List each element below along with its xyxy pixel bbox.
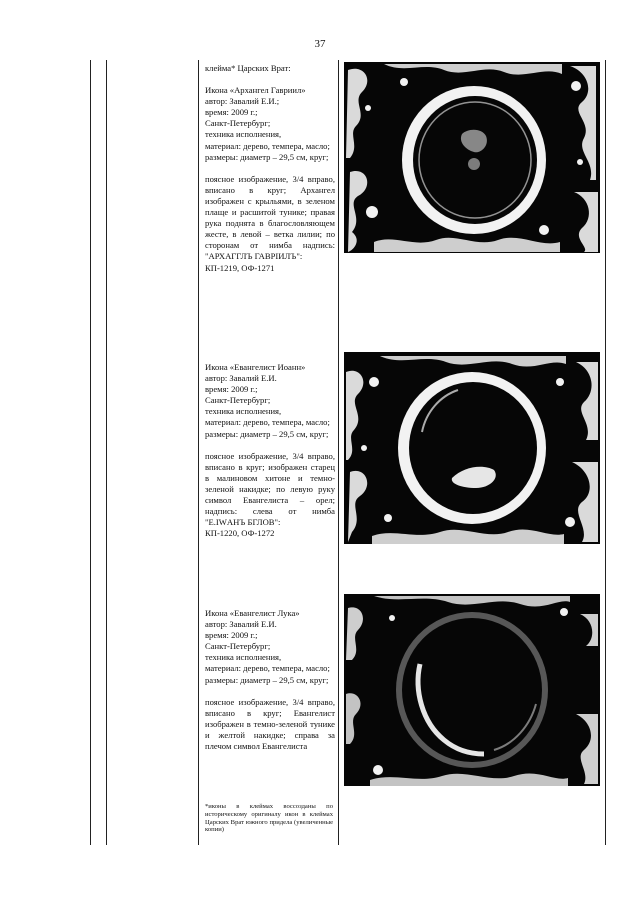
entry-title: Икона «Евангелист Иоанн» (205, 362, 306, 372)
continued-heading: клейма* Царских Врат: (205, 63, 291, 73)
table-rule-right (605, 60, 606, 845)
entry-place: Санкт-Петербург; (205, 118, 271, 129)
entry-material: материал: дерево, темпера, масло; (205, 140, 330, 151)
carved-frame-image (344, 352, 600, 544)
entry-size: размеры: диаметр – 29,5 см, круг; (205, 151, 329, 162)
entry-size: размеры: диаметр – 29,5 см, круг; (205, 674, 329, 685)
icon-photo-gabriel (344, 62, 600, 253)
entry-description: поясное изображение, 3/4 вправо, вписано в круг; изображен старец в малиновом хитоне и темно-зеленой накидке; по левую руку символ Евангелиста – орел; надпись: слева от нимба "Е.IWАНЪ БГЛОВ": (205, 450, 335, 528)
entry-material: материал: дерево, темпера, масло; (205, 663, 330, 674)
entry-technique: техника исполнения, (205, 652, 282, 663)
entry-archangel-gabriel (205, 63, 335, 274)
entry-evangelist-luke (205, 608, 335, 752)
entry-title: Икона «Евангелист Лука» (205, 608, 300, 618)
table-rule-4 (338, 60, 339, 845)
entry-time: время: 2009 г.; (205, 384, 258, 395)
page-number: 37 (314, 38, 326, 50)
entry-description: поясное изображение, 3/4 вправо, вписано в круг; Архангел изображен с крыльями, в зеленом плаще и расшитой тунике; правая рука поднята в благословляющем жесте, в левой – ветка лилии; по сторонам от нимба надпись: "АРХАГГЛЪ ГАВРIИЛЪ": (205, 173, 335, 262)
entry-technique: техника исполнения, (205, 129, 282, 140)
entry-size: размеры: диаметр – 29,5 см, круг; (205, 428, 329, 439)
carved-frame-image (344, 62, 600, 253)
entry-technique: техника исполнения, (205, 406, 282, 417)
entry-author: автор: Завалий Е.И. (205, 619, 277, 630)
table-rule-2 (106, 60, 107, 845)
entry-time: время: 2009 г.; (205, 630, 258, 641)
entry-place: Санкт-Петербург; (205, 395, 271, 406)
entry-description: поясное изображение, 3/4 вправо, вписано в круг; Евангелист изображен в темно-зеленой тунике и желтой накидке; справа за плечом символ Евангелиста (205, 696, 335, 752)
icon-photo-john (344, 352, 600, 544)
entry-time: время: 2009 г.; (205, 107, 258, 118)
entry-place: Санкт-Петербург; (205, 641, 271, 652)
footnote: *иконы в клеймах воссозданы по историческому оригиналу икон в клеймах Царских Врат южного придела (увеличенные копии) (205, 803, 333, 834)
carved-frame-image (344, 594, 600, 786)
table-rule-left (90, 60, 91, 845)
table-rule-3 (198, 60, 199, 845)
entry-material: материал: дерево, темпера, масло; (205, 417, 330, 428)
icon-photo-luke (344, 594, 600, 786)
entry-inventory: КП-1220, ОФ-1272 (205, 528, 275, 539)
entry-title: Икона «Архангел Гавриил» (205, 85, 306, 96)
entry-inventory: КП-1219, ОФ-1271 (205, 262, 275, 273)
entry-author: автор: Завалий Е.И.; (205, 96, 280, 107)
entry-author: автор: Завалий Е.И. (205, 373, 277, 384)
entry-evangelist-john (205, 362, 335, 539)
